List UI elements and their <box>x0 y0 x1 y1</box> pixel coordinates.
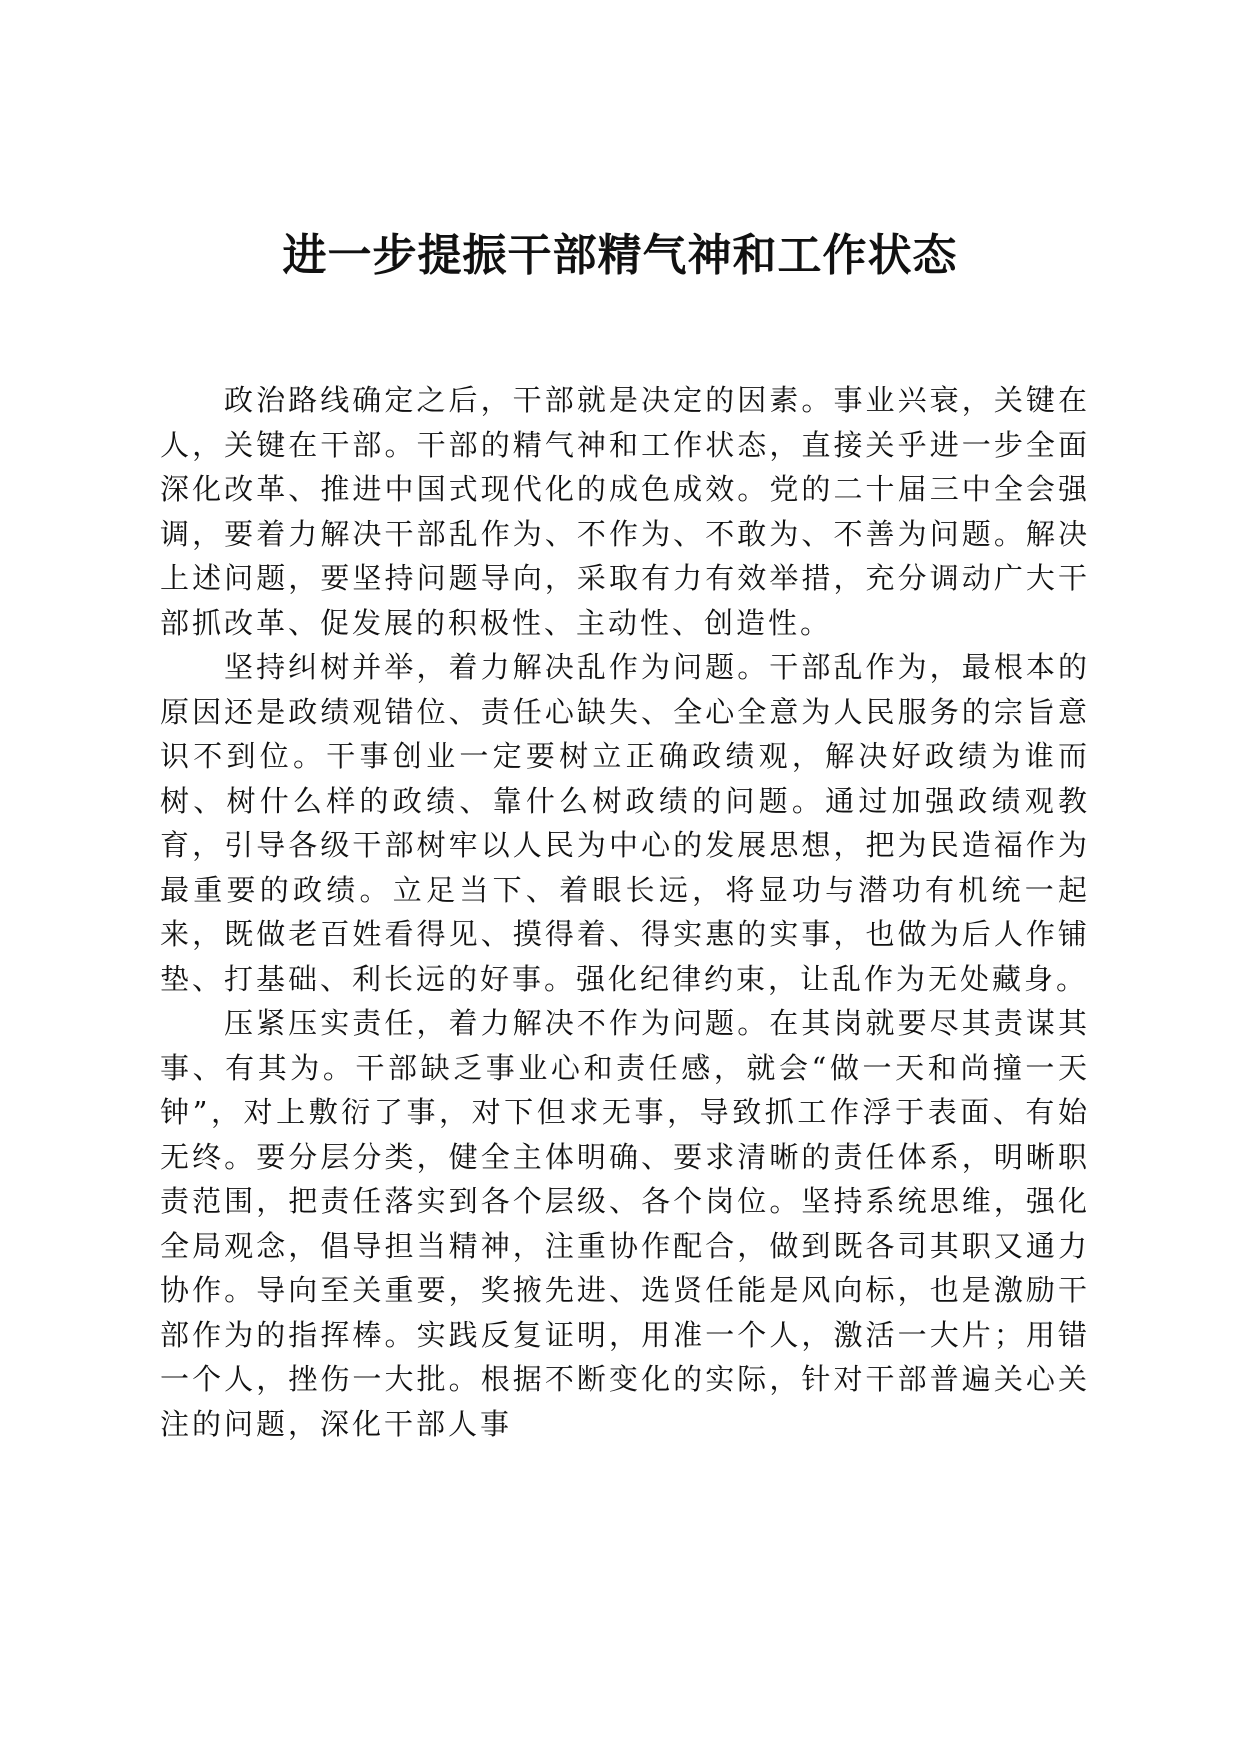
paragraph-luan-zuowei: 坚持纠树并举，着力解决乱作为问题。干部乱作为，最根本的原因还是政绩观错位、责任心缺失、全心全意为人民服务的宗旨意识不到位。干事创业一定要树立正确政绩观，解决好政绩为谁而树、树什么样的政绩、靠什么树政绩的问题。通过加强政绩观教育，引导各级干部树牢以人民为中心的发展思想，把为民造福作为最重要的政绩。立足当下、着眼长远，将显功与潜功有机统一起来，既做老百姓看得见、摸得着、得实惠的实事，也做为后人作铺垫、打基础、利长远的好事。强化纪律约束，让乱作为无处藏身。 <box>160 650 1090 996</box>
document-body <box>160 378 1090 1446</box>
paragraph-bu-zuowei: 压紧压实责任，着力解决不作为问题。在其岗就要尽其责谋其事、有其为。干部缺乏事业心和责任感，就会“做一天和尚撞一天钟”，对上敷衍了事，对下但求无事，导致抓工作浮于表面、有始无终。要分层分类，健全主体明确、要求清晰的责任体系，明晰职责范围，把责任落实到各个层级、各个岗位。坚持系统思维，强化全局观念，倡导担当精神，注重协作配合，做到既各司其职又通力协作。导向至关重要，奖掖先进、选贤任能是风向标，也是激励干部作为的指挥棒。实践反复证明，用准一个人，激活一大片；用错一个人，挫伤一大批。根据不断变化的实际，针对干部普遍关心关注的问题，深化干部人事 <box>160 1006 1090 1441</box>
paragraph-intro: 政治路线确定之后，干部就是决定的因素。事业兴衰，关键在人，关键在干部。干部的精气神和工作状态，直接关乎进一步全面深化改革、推进中国式现代化的成色成效。党的二十届三中全会强调，要着力解决干部乱作为、不作为、不敢为、不善为问题。解决上述问题，要坚持问题导向，采取有力有效举措，充分调动广大干部抓改革、促发展的积极性、主动性、创造性。 <box>160 383 1090 640</box>
document-title: 进一步提振干部精气神和工作状态 <box>282 230 958 281</box>
